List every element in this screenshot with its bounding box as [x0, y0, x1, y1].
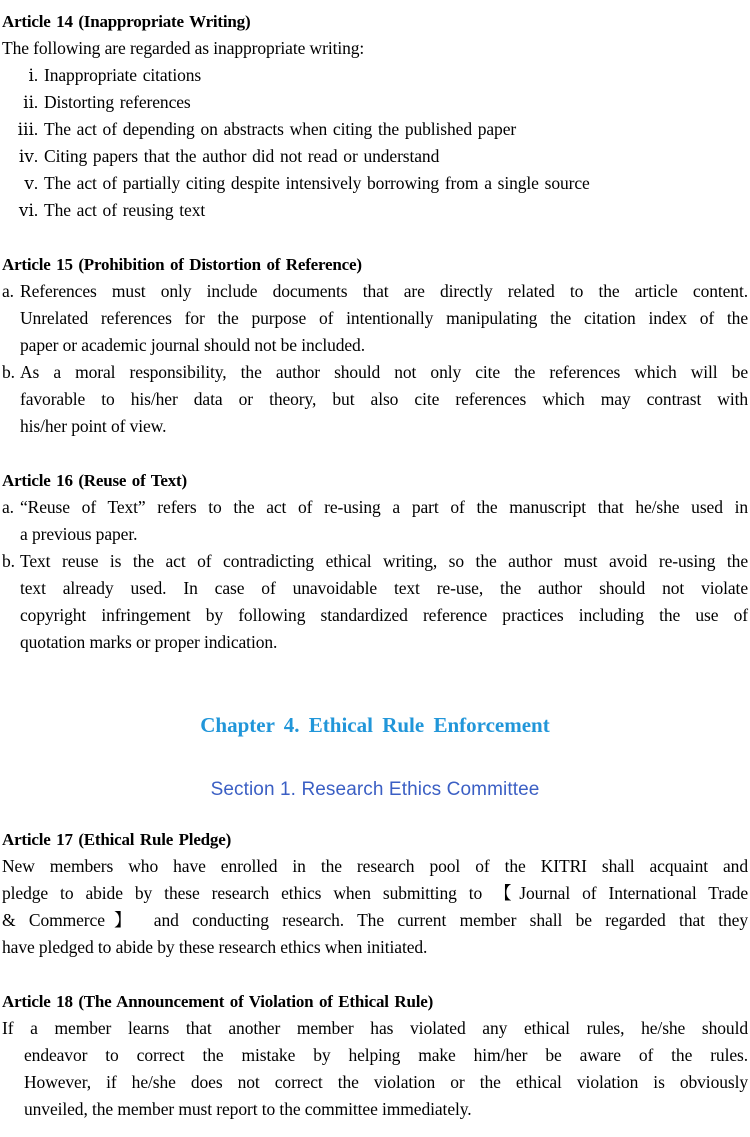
list-item-line: a previous paper.	[20, 524, 138, 544]
list-item-label: a.	[2, 281, 14, 301]
list-item-text: The act of depending on abstracts when citing the published paper	[44, 119, 517, 139]
paragraph-line: have pledged to abide by these research ethics when initiated.	[2, 937, 428, 957]
article-17-heading: Article 17 (Ethical Rule Pledge)	[2, 830, 232, 849]
paragraph-line: pledge to abide by these research ethics when submitting to 【Journal of International Trade	[2, 883, 748, 903]
list-item-text: As a moral responsibility, the author should not only cite the references which will be	[20, 362, 748, 382]
list-item-line: Unrelated references for the purpose of intentionally manipulating the citation index of the	[20, 308, 748, 328]
article-15-item-a	[2, 278, 748, 359]
article-17-paragraph	[2, 853, 748, 961]
list-item-line	[2, 359, 748, 386]
paragraph-spacer	[2, 440, 748, 467]
list-item-line: favorable to his/her data or theory, but also cite references which may contrast with	[20, 389, 748, 409]
article-16-heading: Article 16 (Reuse of Text)	[2, 471, 187, 490]
article-15-item-b	[2, 359, 748, 440]
list-item	[2, 89, 748, 116]
article-14-intro: The following are regarded as inappropriate writing:	[2, 38, 365, 58]
paragraph-line: However, if he/she does not correct the violation or the ethical violation is obviously	[24, 1072, 748, 1092]
article-15-heading: Article 15 (Prohibition of Distortion of Reference)	[2, 255, 362, 274]
list-item-text: The act of reusing text	[44, 200, 206, 220]
paragraph-line: New members who have enrolled in the research pool of the KITRI shall acquaint and	[2, 856, 748, 876]
section-spacer-bottom	[2, 803, 748, 826]
article-14-list	[2, 62, 748, 224]
list-item-label: b.	[2, 551, 15, 571]
chapter-heading: Chapter 4. Ethical Rule Enforcement	[200, 713, 550, 737]
section-heading: Section 1. Research Ethics Committee	[210, 779, 540, 800]
list-item-text: References must only include documents that are directly related to the article content.	[20, 281, 748, 301]
paragraph-spacer	[2, 224, 748, 251]
paragraph-spacer	[2, 961, 748, 988]
article-18-paragraph	[2, 1015, 748, 1123]
paragraph-line: & Commerce】 and conducting research. The current member shall be regarded that they	[2, 910, 748, 930]
list-item	[2, 116, 748, 143]
paragraph-line: endeavor to correct the mistake by helping make him/her be aware of the rules.	[24, 1045, 748, 1065]
list-item-numeral: ⅴ.	[24, 174, 38, 193]
list-item-text: The act of partially citing despite intensively borrowing from a single source	[44, 173, 590, 193]
list-item-line: copyright infringement by following standardized reference practices including the use of	[20, 605, 748, 625]
paragraph-line: unveiled, the member must report to the committee immediately.	[24, 1099, 472, 1119]
list-item-label: a.	[2, 497, 14, 517]
list-item-label: b.	[2, 362, 15, 382]
list-item	[2, 143, 748, 170]
list-item-text: “Reuse of Text” refers to the act of re-using a part of the manuscript that he/she used in	[20, 497, 748, 517]
article-16-item-b	[2, 548, 748, 656]
paragraph-line: If a member learns that another member has violated any ethical rules, he/she should	[2, 1018, 748, 1038]
list-item-text: Distorting references	[44, 92, 191, 112]
list-item	[2, 62, 748, 89]
list-item	[2, 170, 748, 197]
list-item-numeral: ⅰ.	[28, 66, 38, 85]
list-item-text: Text reuse is the act of contradicting ethical writing, so the author must avoid re-using the	[20, 551, 748, 571]
list-item-line: his/her point of view.	[20, 416, 167, 436]
article-18-heading: Article 18 (The Announcement of Violation of Ethical Rule)	[2, 992, 434, 1011]
list-item-numeral: ⅵ.	[18, 201, 38, 220]
list-item-numeral: ⅲ.	[17, 120, 38, 139]
list-item-line: paper or academic journal should not be included.	[20, 335, 365, 355]
chapter-spacer-bottom	[2, 739, 748, 776]
chapter-spacer-top	[2, 656, 748, 712]
list-item	[2, 197, 748, 224]
document-body	[2, 8, 748, 1123]
list-item-numeral: ⅱ.	[23, 93, 38, 112]
article-16-item-a	[2, 494, 748, 548]
list-item-text: Citing papers that the author did not read or understand	[44, 146, 440, 166]
list-item-text: Inappropriate citations	[44, 65, 202, 85]
list-item-line: quotation marks or proper indication.	[20, 632, 278, 652]
article-14-heading: Article 14 (Inappropriate Writing)	[2, 12, 251, 31]
list-item-line	[2, 494, 748, 521]
list-item-line: text already used. In case of unavoidable text re-use, the author should not violate	[20, 578, 748, 598]
list-item-numeral: ⅳ.	[18, 147, 38, 166]
list-item-line	[2, 548, 748, 575]
list-item-line	[2, 278, 748, 305]
